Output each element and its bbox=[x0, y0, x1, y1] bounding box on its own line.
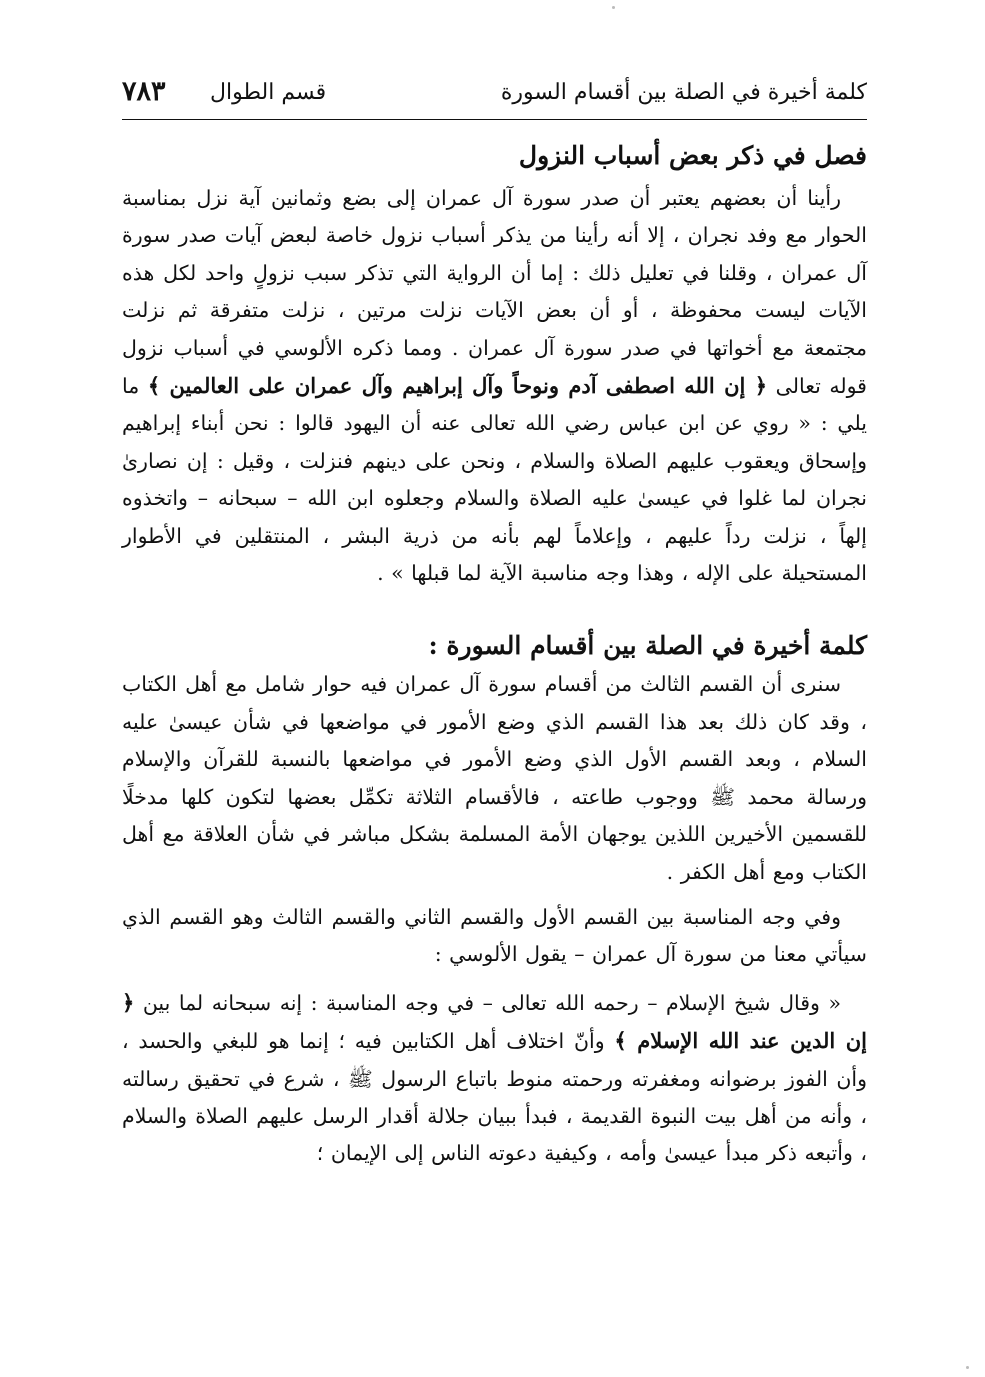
page-body bbox=[122, 136, 867, 1173]
scan-speck bbox=[612, 6, 615, 9]
section-heading-final-word: كلمة أخيرة في الصلة بين أقسام السورة : bbox=[428, 631, 867, 661]
paragraph-third-part: سنرى أن القسم الثالث من أقسام سورة آل عمران فيه حوار شامل مع أهل الكتاب ، وقد كان ذلك بعد هذا القسم الذي وضع الأمور في مواضعها في شأن عيسىٰ عليه السلام ، وبعد القسم الأول الذي وضع الأمور في مواضعها بالنسبة للقرآن والإسلام ورسالة محمد ﷺ ووجوب طاعته ، فالأقسام الثلاثة تكمِّل بعضها لتكون كلها مدخلًا للقسمين الأخيرين اللذين يوجهان الأمة المسلمة بشكل مباشر في شأن العلاقة مع أهل الكتاب ومع أهل الكفر . bbox=[122, 672, 867, 884]
paragraph-quote-intro: « وقال شيخ الإسلام – رحمه الله تعالى – في وجه المناسبة : إنه سبحانه لما بين bbox=[142, 990, 841, 1015]
page-number: ٧٨٣ bbox=[122, 76, 166, 107]
header-section: قسم الطوال bbox=[210, 80, 327, 105]
paragraph-reasons-intro: رأينا أن بعضهم يعتبر أن صدر سورة آل عمران إلى بضع وثمانين آية نزل بمناسبة الحوار مع وفد نجران ، إلا أنه رأينا من يذكر أسباب نزول خاصة لبعض آيات صدر سورة آل عمران ، وقلنا في تعليل ذلك : إما أن الرواية التي تذكر سبب نزولٍ واحد لكل هذه الآيات ليست محفوظة ، أو أن بعض الآيات نزلت مرتين ، نزلت متفرقة ثم نزلت مجتمعة مع أخواتها في صدر سورة آل عمران . ومما ذكره الألوسي في أسباب نزول قوله تعالى bbox=[122, 186, 867, 399]
quran-verse-1: ﴿ إن الله اصطفى آدم ونوحاً وآل إبراهيم وآل عمران على العالمين ﴾ bbox=[147, 373, 768, 399]
paragraph-quote bbox=[122, 984, 867, 1173]
quran-verse-2: ﴿ إن الدين عند الله الإسلام ﴾ bbox=[122, 989, 867, 1054]
header-rule bbox=[122, 119, 867, 120]
paragraph-connection: وفي وجه المناسبة بين القسم الأول والقسم الثاني والقسم الثالث وهو القسم الذي سيأتي معنا من سورة آل عمران – يقول الألوسي : bbox=[122, 904, 867, 967]
header-title: كلمة أخيرة في الصلة بين أقسام السورة bbox=[500, 80, 867, 105]
running-header bbox=[122, 78, 867, 116]
paragraph-quote-rest: وأنّ اختلاف أهل الكتابين فيه ؛ إنما هو للبغي والحسد ، وأن الفوز برضوانه ومغفرته ورحمته منوط باتباع الرسول ﷺ ، شرع في تحقيق رسالته ، وأنه من أهل بيت النبوة القديمة ، فبدأ ببيان جلالة أقدار الرسل عليهم الصلاة والسلام ، وأتبعه ذكر مبدأ عيسىٰ وأمه ، وكيفية دعوته الناس إلى الإيمان ؛ bbox=[122, 1029, 867, 1166]
section-heading-reasons: فصل في ذكر بعض أسباب النزول bbox=[518, 141, 867, 170]
paragraph-reasons-rest: ما يلي : « روي عن ابن عباس رضي الله تعالى عنه أن اليهود قالوا : نحن أبناء إبراهيم وإسحاق ويعقوب عليهم الصلاة والسلام ، ونحن على دينهم فنزلت ، وقيل : إن نصارىٰ نجران لما غلوا في عيسىٰ عليه الصلاة والسلام وجعلوه ابن الله – سبحانه – واتخذوه إلهاً ، نزلت رداً عليهم ، وإعلاماً لهم بأنه من ذرية البشر ، المنتقلين في الأطوار المستحيلة على الإله ، وهذا وجه مناسبة الآية لما قبلها » . bbox=[122, 374, 867, 586]
paragraph-reasons bbox=[122, 180, 867, 592]
scan-speck bbox=[966, 1366, 969, 1369]
